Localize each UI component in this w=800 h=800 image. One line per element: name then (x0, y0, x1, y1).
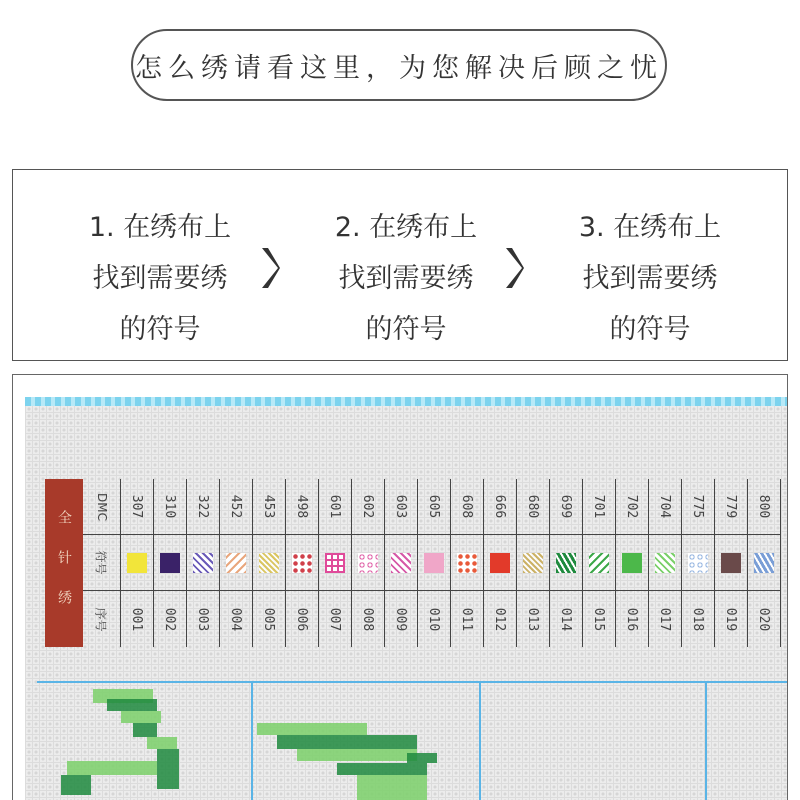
stitch-block (147, 737, 177, 749)
dmc-cell (451, 479, 483, 535)
dmc-code: 322 (195, 494, 211, 519)
dmc-code: 779 (723, 494, 739, 519)
index-number: 012 (492, 607, 508, 631)
stitch-block (133, 723, 157, 737)
chevron-right-icon (259, 246, 281, 290)
legend-column (385, 479, 418, 647)
index-number: 007 (327, 607, 343, 631)
index-number: 005 (261, 607, 277, 631)
symbol-cell (154, 535, 186, 591)
index-number: 002 (162, 607, 178, 631)
symbol-cell (418, 535, 450, 591)
dmc-cell (748, 479, 780, 535)
dmc-code: 701 (591, 494, 607, 519)
index-number: 013 (525, 607, 541, 631)
legend-column (748, 479, 781, 647)
step-3-line-1: 3. 在绣布上 (578, 212, 722, 243)
dmc-code: 608 (459, 494, 475, 519)
index-cell (187, 591, 219, 647)
color-swatch (160, 553, 180, 573)
stitch-block (61, 775, 91, 795)
dmc-code: 453 (261, 494, 277, 519)
stitch-block (297, 749, 417, 761)
dmc-cell (550, 479, 582, 535)
color-swatch (226, 553, 246, 573)
index-number: 003 (195, 607, 211, 631)
dmc-code: 699 (558, 494, 574, 519)
index-cell (352, 591, 384, 647)
legend-column (319, 479, 352, 647)
dmc-code: 704 (657, 494, 673, 519)
legend-column (121, 479, 154, 647)
legend-column (517, 479, 550, 647)
embroidery-photo (12, 374, 788, 800)
legend-column (187, 479, 220, 647)
step-2 (321, 202, 491, 355)
index-number: 010 (426, 607, 442, 631)
color-swatch (358, 553, 378, 573)
legend-column (154, 479, 187, 647)
chevron-right-icon (503, 246, 525, 290)
symbol-cell (583, 535, 615, 591)
dmc-code: 498 (294, 494, 310, 519)
dmc-code: 666 (492, 494, 508, 519)
index-number: 006 (294, 607, 310, 631)
symbol-cell (748, 535, 780, 591)
step-2-line-3: 的符号 (365, 314, 447, 345)
dmc-cell (682, 479, 714, 535)
index-cell (649, 591, 681, 647)
index-number: 016 (624, 607, 640, 631)
dmc-cell (121, 479, 153, 535)
color-swatch (655, 553, 675, 573)
dmc-cell (286, 479, 318, 535)
symbol-cell (649, 535, 681, 591)
color-swatch (127, 553, 147, 573)
index-cell (550, 591, 582, 647)
legend-column (286, 479, 319, 647)
legend-column (616, 479, 649, 647)
index-cell (121, 591, 153, 647)
row-header-dmc: DMC (83, 479, 120, 535)
header-banner (131, 29, 667, 101)
index-number: 004 (228, 607, 244, 631)
dmc-cell (220, 479, 252, 535)
symbol-cell (385, 535, 417, 591)
legend-column (418, 479, 451, 647)
symbol-cell (121, 535, 153, 591)
index-cell (253, 591, 285, 647)
index-cell (220, 591, 252, 647)
legend-columns (121, 479, 788, 647)
dmc-code: 310 (162, 494, 178, 519)
symbol-cell (616, 535, 648, 591)
index-cell (748, 591, 780, 647)
legend-row-headers (83, 479, 121, 647)
legend-title: 全针绣 (45, 479, 83, 647)
symbol-cell (352, 535, 384, 591)
index-cell (418, 591, 450, 647)
steps-panel (12, 169, 788, 361)
color-swatch (424, 553, 444, 573)
index-cell (583, 591, 615, 647)
dmc-cell (154, 479, 186, 535)
index-number: 017 (657, 607, 673, 631)
legend-column (649, 479, 682, 647)
dmc-code: 307 (129, 494, 145, 519)
color-swatch (490, 553, 510, 573)
legend-column (220, 479, 253, 647)
symbol-cell (517, 535, 549, 591)
index-cell (484, 591, 516, 647)
fabric-edge (25, 397, 788, 406)
color-swatch (754, 553, 774, 573)
index-cell (385, 591, 417, 647)
stitch-block (257, 723, 367, 735)
dmc-code: 800 (756, 494, 772, 519)
color-swatch (523, 553, 543, 573)
color-swatch (391, 553, 411, 573)
dmc-cell (616, 479, 648, 535)
dmc-cell (418, 479, 450, 535)
pattern-grid-line (479, 681, 481, 800)
symbol-cell (451, 535, 483, 591)
color-swatch (721, 553, 741, 573)
step-1-line-3: 的符号 (119, 314, 201, 345)
row-header-index: 序号 (93, 606, 108, 632)
stitch-block (107, 699, 157, 711)
dmc-cell (352, 479, 384, 535)
step-3-line-2: 找到需要绣 (582, 263, 718, 294)
symbol-cell (550, 535, 582, 591)
dmc-cell (517, 479, 549, 535)
index-cell (715, 591, 747, 647)
index-number: 009 (393, 607, 409, 631)
index-number: 008 (360, 607, 376, 631)
color-swatch (292, 553, 312, 573)
header-text: 怎么绣请看这里，为您解决后顾之忧 (135, 52, 663, 84)
step-2-line-1: 2. 在绣布上 (334, 212, 478, 243)
stitch-block (407, 753, 437, 763)
pattern-chart-area (37, 681, 788, 800)
index-number: 014 (558, 607, 574, 631)
step-3 (565, 202, 735, 355)
index-number: 019 (723, 607, 739, 631)
step-2-line-2: 找到需要绣 (338, 263, 474, 294)
dmc-cell (253, 479, 285, 535)
stitch-block (337, 763, 427, 775)
color-swatch (622, 553, 642, 573)
symbol-cell (187, 535, 219, 591)
step-1 (75, 202, 245, 355)
stitch-block (157, 749, 179, 789)
dmc-cell (319, 479, 351, 535)
stitch-block (67, 761, 157, 775)
color-swatch (688, 553, 708, 573)
legend-column (550, 479, 583, 647)
pattern-grid-line (251, 681, 253, 800)
step-3-line-3: 的符号 (609, 314, 691, 345)
row-header-symbol: 符号 (83, 535, 120, 591)
dmc-code: 775 (690, 494, 706, 519)
stitch-block (277, 735, 417, 749)
dmc-cell (649, 479, 681, 535)
color-swatch (457, 553, 477, 573)
index-number: 018 (690, 607, 706, 631)
dmc-code: 602 (360, 494, 376, 519)
legend-column (715, 479, 748, 647)
color-swatch (259, 553, 279, 573)
index-cell (451, 591, 483, 647)
pattern-grid-line (705, 681, 707, 800)
index-cell (286, 591, 318, 647)
symbol-cell (715, 535, 747, 591)
color-legend-table (45, 479, 788, 647)
color-swatch (589, 553, 609, 573)
dmc-cell (484, 479, 516, 535)
color-swatch (556, 553, 576, 573)
dmc-cell (187, 479, 219, 535)
dmc-code: 680 (525, 494, 541, 519)
legend-column (352, 479, 385, 647)
index-cell (682, 591, 714, 647)
symbol-cell (286, 535, 318, 591)
legend-column (484, 479, 517, 647)
dmc-code: 452 (228, 494, 244, 519)
index-cell (517, 591, 549, 647)
legend-column (583, 479, 616, 647)
dmc-cell (583, 479, 615, 535)
legend-column (682, 479, 715, 647)
stitch-block (121, 711, 161, 723)
index-cell (616, 591, 648, 647)
color-swatch (193, 553, 213, 573)
index-number: 020 (756, 607, 772, 631)
index-number: 011 (459, 607, 475, 631)
dmc-code: 601 (327, 494, 343, 519)
symbol-cell (220, 535, 252, 591)
dmc-code: 603 (393, 494, 409, 519)
symbol-cell (319, 535, 351, 591)
symbol-cell (253, 535, 285, 591)
index-number: 015 (591, 607, 607, 631)
dmc-code: 702 (624, 494, 640, 519)
step-1-line-1: 1. 在绣布上 (88, 212, 232, 243)
index-cell (154, 591, 186, 647)
step-1-line-2: 找到需要绣 (92, 263, 228, 294)
index-cell (319, 591, 351, 647)
symbol-cell (682, 535, 714, 591)
pattern-stitches (37, 683, 788, 800)
symbol-cell (484, 535, 516, 591)
dmc-code: 605 (426, 494, 442, 519)
dmc-cell (715, 479, 747, 535)
color-swatch (325, 553, 345, 573)
dmc-cell (385, 479, 417, 535)
legend-column (253, 479, 286, 647)
index-number: 001 (129, 607, 145, 631)
legend-column (451, 479, 484, 647)
stitch-block (357, 775, 427, 800)
